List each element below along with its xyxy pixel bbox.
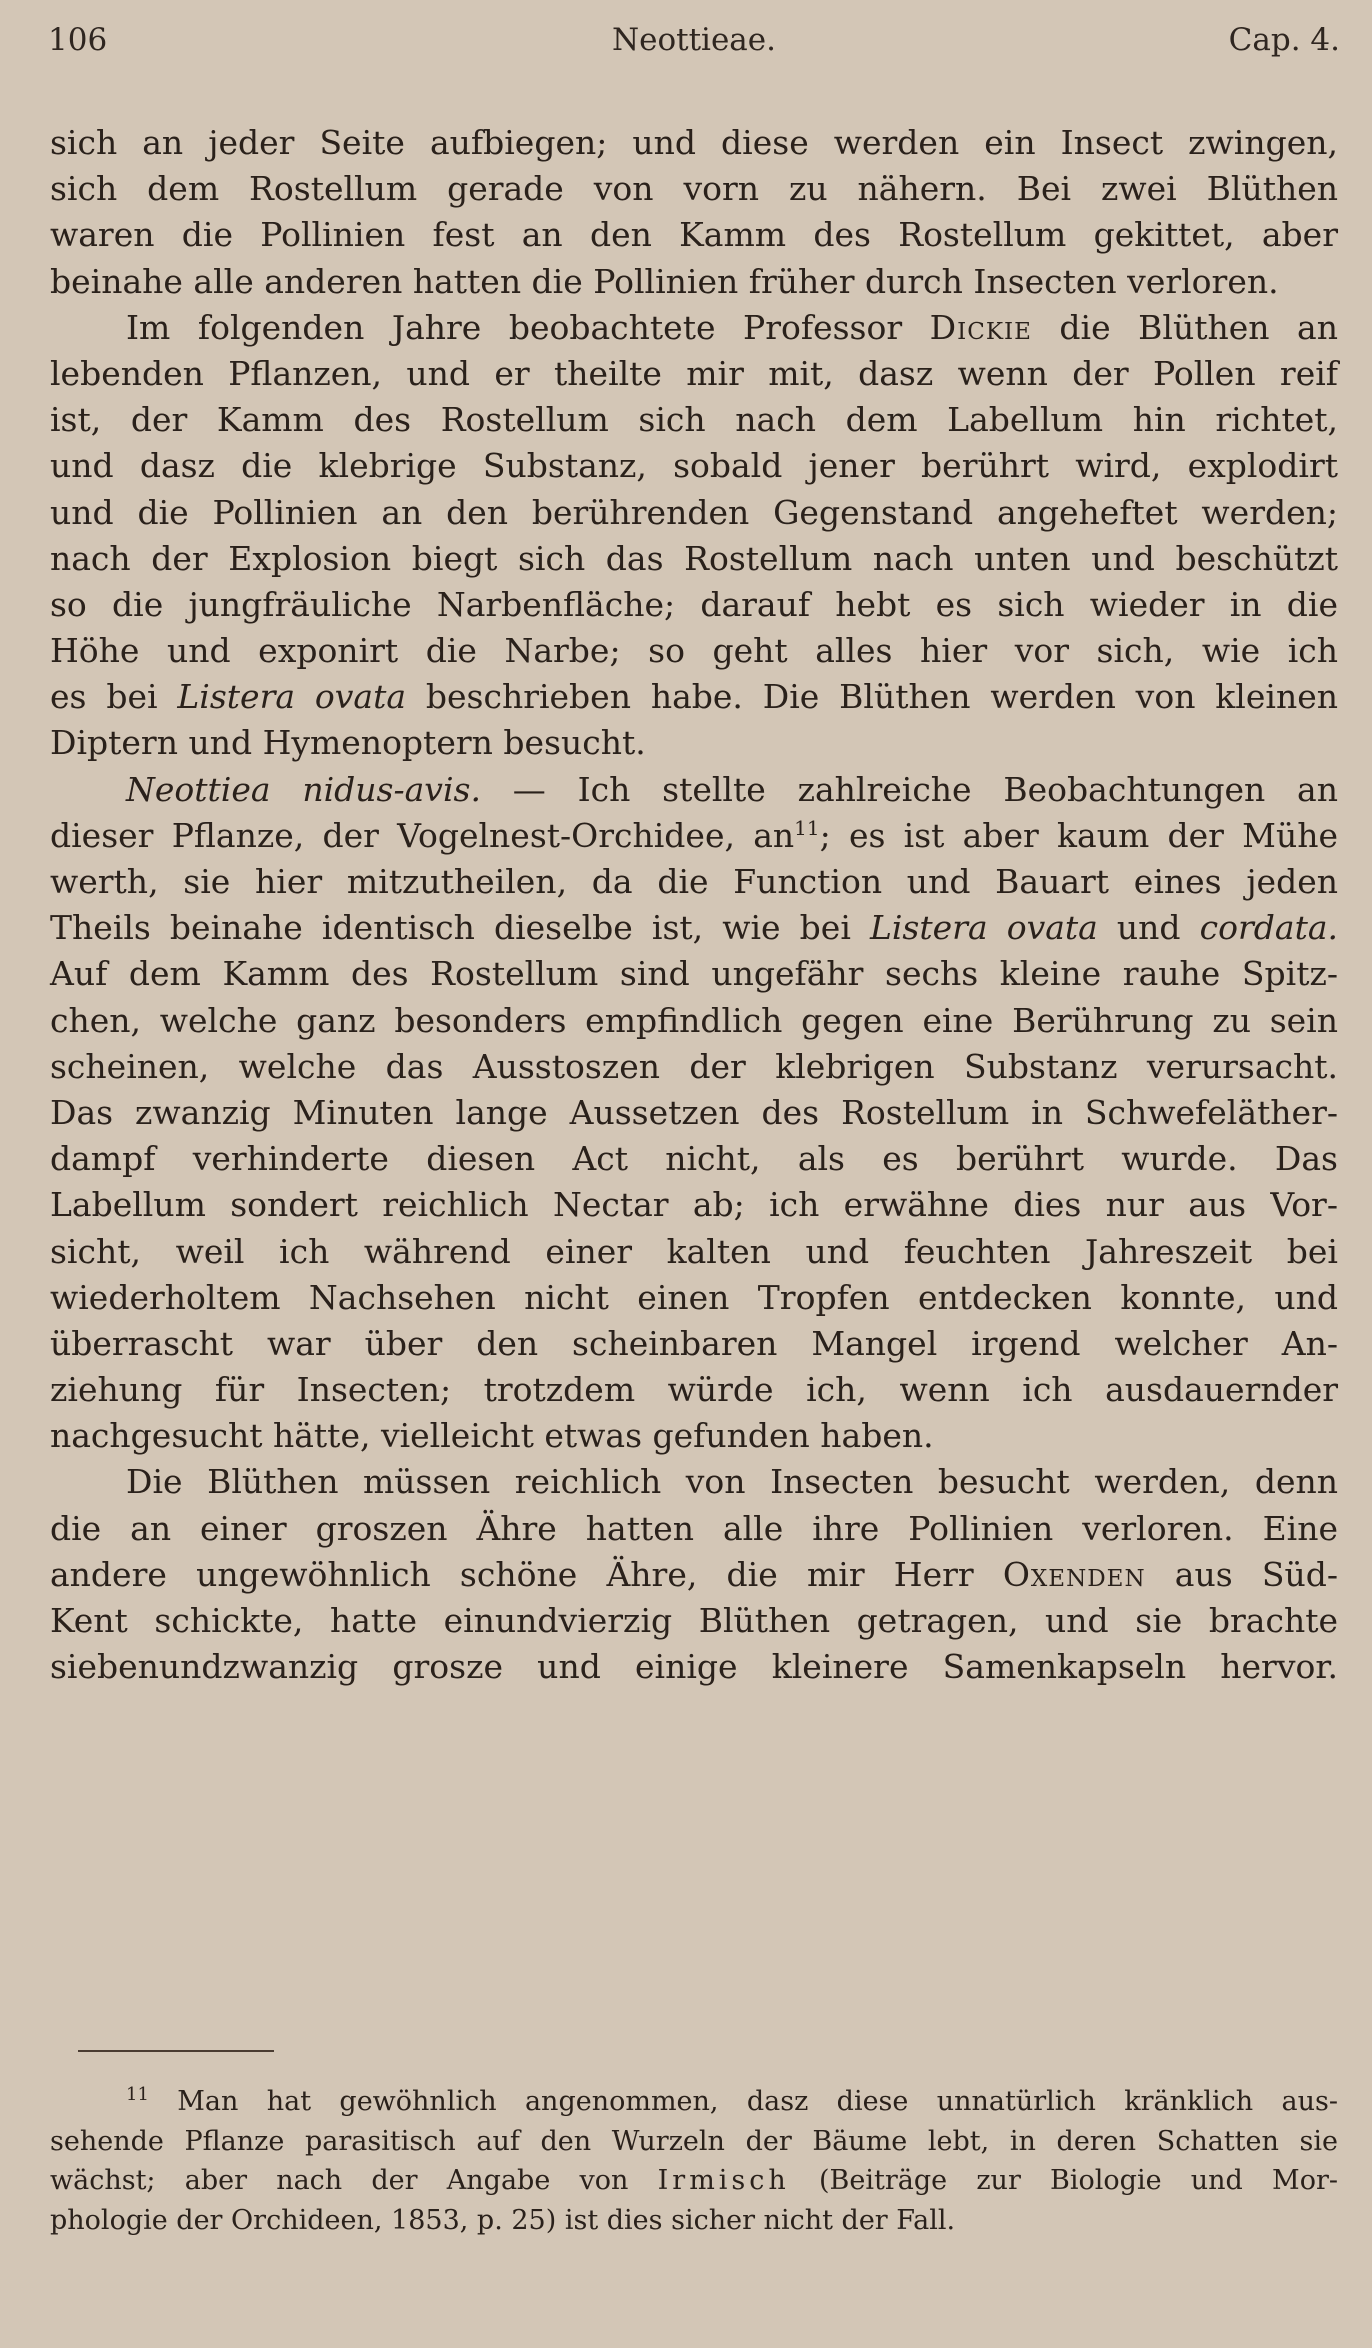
author-name: Irmisch [657, 2165, 790, 2196]
text-line: sich an jeder Seite aufbiegen; und diese werden ein Insect zwingen, [50, 123, 1338, 162]
text-line: ziehung für Insecten; trotzdem würde ich, wenn ich ausdauernder [50, 1370, 1338, 1410]
text-line: die an einer groszen Ähre hatten alle ihre Pollinien verloren. Eine [50, 1508, 1338, 1548]
text-line: chen, welche ganz besonders empfindlich gegen eine Berührung zu sein [50, 1000, 1338, 1040]
page-header [48, 22, 1340, 72]
text-line: Neottiea nidus-avis. — Ich stellte zahlreiche Beobachtungen an [126, 769, 1338, 809]
footnote-number: 11 [126, 2084, 149, 2105]
text-line: Diptern und Hymenoptern besucht. [50, 723, 646, 763]
text-line: wiederholtem Nachsehen nicht einen Tropfen entdecken konnte, und [50, 1277, 1338, 1317]
text-line: waren die Pollinien fest an den Kamm des Rostellum gekittet, aber [50, 215, 1338, 255]
footnote [50, 2082, 1338, 2240]
text-line: so die jungfräuliche Narbenfläche; darauf hebt es sich wieder in die [50, 584, 1338, 624]
running-title: Neottieae. [612, 22, 776, 58]
body-text [50, 120, 1338, 1690]
text-line: Die Blüthen müssen reichlich von Insecten besucht werden, denn [126, 1462, 1338, 1502]
text-line: siebenundzwanzig grosze und einige kleinere Samenkapseln hervor. [50, 1647, 1338, 1687]
author-name: Oxenden [1002, 1554, 1146, 1594]
text-line: nach der Explosion biegt sich das Rostellum nach unten und beschützt [50, 538, 1338, 578]
text-line: Theils beinahe identisch dieselbe ist, wie bei Listera ovata und cordata. [50, 908, 1338, 948]
text-line: nachgesucht hätte, vielleicht etwas gefunden haben. [50, 1416, 934, 1456]
text-line: und die Pollinien an den berührenden Gegenstand angeheftet werden; [50, 492, 1338, 532]
text-line: werth, sie hier mitzutheilen, da die Function und Bauart eines jeden [50, 862, 1338, 901]
footnote-line: sehende Pflanze parasitisch auf den Wurzeln der Bäume lebt, in deren Schatten sie [50, 2125, 1338, 2157]
text-line: Das zwanzig Minuten lange Aussetzen des Rostellum in Schwefeläther- [50, 1092, 1338, 1132]
text-line: Auf dem Kamm des Rostellum sind ungefähr sechs kleine rauhe Spitz- [50, 954, 1338, 994]
text-line: Höhe und exponirt die Narbe; so geht alles hier vor sich, wie ich [50, 631, 1338, 671]
text-line: sich dem Rostellum gerade von vorn zu nähern. Bei zwei Blüthen [50, 169, 1338, 209]
text-line: und dasz die klebrige Substanz, sobald jener berührt wird, explodirt [50, 446, 1338, 486]
text-line: dampf verhinderte diesen Act nicht, als es berührt wurde. Das [50, 1139, 1338, 1179]
footnote-line: phologie der Orchideen, 1853, p. 25) ist dies sicher nicht der Fall. [50, 2204, 956, 2236]
page-number: 106 [48, 22, 108, 58]
species-name: Listera ovata [177, 677, 407, 717]
text-line: beinahe alle anderen hatten die Pollinien früher durch Insecten verloren. [50, 261, 1279, 301]
chapter-label: Cap. 4. [1228, 22, 1340, 58]
text-line: scheinen, welche das Ausstoszen der klebrigen Substanz verursacht. [50, 1046, 1338, 1086]
footnote-line: $^{11}$ Man hat gewöhnlich angenommen, dasz diese unnatürlich kränklich aus- [126, 2084, 1338, 2117]
species-name: Neottiea nidus-avis. [126, 769, 481, 809]
footnote-ref: 11 [794, 815, 820, 840]
species-name: Listera ovata [869, 908, 1098, 948]
text-line: andere ungewöhnlich schöne Ähre, die mir Herr Oxenden aus Süd- [50, 1554, 1338, 1594]
footnote-rule [78, 2050, 274, 2052]
text-line: lebenden Pflanzen, und er theilte mir mit, dasz wenn der Pollen reif [50, 353, 1338, 393]
text-line: Labellum sondert reichlich Nectar ab; ich erwähne dies nur aus Vor- [50, 1185, 1338, 1225]
text-line: überrascht war über den scheinbaren Mangel irgend welcher An- [50, 1323, 1338, 1363]
author-name: Dickie [929, 307, 1032, 347]
text-line: Kent schickte, hatte einundvierzig Blüthen getragen, und sie brachte [50, 1601, 1338, 1640]
text-line: Im folgenden Jahre beobachtete Professor Dickie die Blüthen an [126, 307, 1338, 347]
species-name: cordata. [1199, 908, 1338, 948]
footnote-line: wächst; aber nach der Angabe von Irmisch (Beiträge zur Biologie und Mor- [50, 2165, 1338, 2196]
text-line: sicht, weil ich während einer kalten und feuchten Jahreszeit bei [50, 1231, 1338, 1271]
text-line: es bei Listera ovata beschrieben habe. Die Blüthen werden von kleinen [50, 677, 1338, 717]
text-line: dieser Pflanze, der Vogelnest-Orchidee, $an^{11}$; es ist aber kaum der Mühe [50, 815, 1338, 855]
text-line: ist, der Kamm des Rostellum sich nach dem Labellum hin richtet, [50, 400, 1338, 440]
